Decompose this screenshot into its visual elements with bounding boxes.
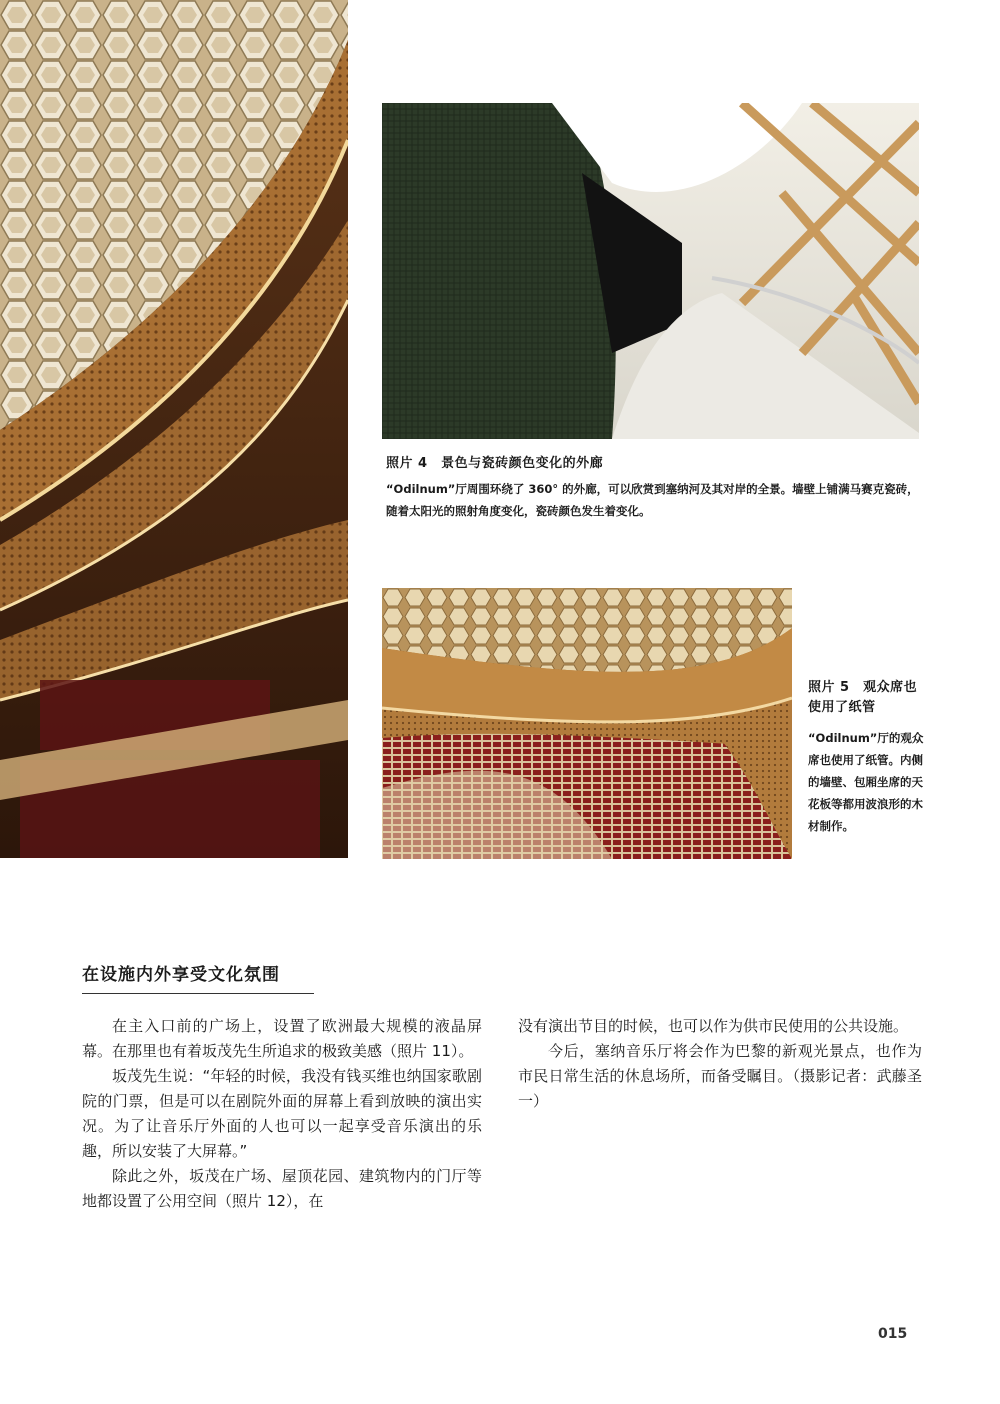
concert-hall-balcony-photo <box>0 0 348 858</box>
photo-4-caption-title: 照片 4 景色与瓷砖颜色变化的外廊 <box>386 456 604 471</box>
auditorium-photo <box>382 588 792 859</box>
paragraph: 今后，塞纳音乐厅将会作为巴黎的新观光景点，也作为市民日常生活的休息场所，而备受瞩目。（摄影记者：武藤圣一） <box>518 1042 922 1110</box>
paragraph: 没有演出节目的时候，也可以作为供市民使用的公共设施。 <box>518 1017 909 1035</box>
photo-4-caption-body: “Odilnum”厅周围环绕了 360° 的外廊，可以欣赏到塞纳河及其对岸的全景。墙壁上铺满马赛克瓷砖，随着太阳光的照射角度变化，瓷砖颜色发生着变化。 <box>386 482 919 518</box>
paragraph: 除此之外，坂茂在广场、屋顶花园、建筑物内的门厅等地都设置了公用空间（照片 12），在 <box>82 1167 482 1210</box>
paragraph: 坂茂先生说：“年轻的时候，我没有钱买维也纳国家歌剧院的门票，但是可以在剧院外面的屏幕上看到放映的演出实况。为了让音乐厅外面的人也可以一起享受音乐演出的乐趣，所以安装了大屏幕。” <box>82 1067 482 1160</box>
section-heading: 在设施内外享受文化氛围 <box>82 960 314 994</box>
paragraph: 在主入口前的广场上，设置了欧洲最大规模的液晶屏幕。在那里也有着坂茂先生所追求的极致美感（照片 11）。 <box>82 1017 482 1060</box>
body-column-right <box>518 1014 922 1114</box>
corridor-photo <box>382 103 919 439</box>
page-number: 015 <box>878 1326 908 1342</box>
body-column-left <box>82 1014 482 1214</box>
photo-5-caption-title: 照片 5 观众席也使用了纸管 <box>808 680 918 715</box>
photo-5-caption-body: “Odilnum”厅的观众席也使用了纸管。内侧的墙壁、包厢坐席的天花板等都用波浪形的木材制作。 <box>808 731 924 833</box>
